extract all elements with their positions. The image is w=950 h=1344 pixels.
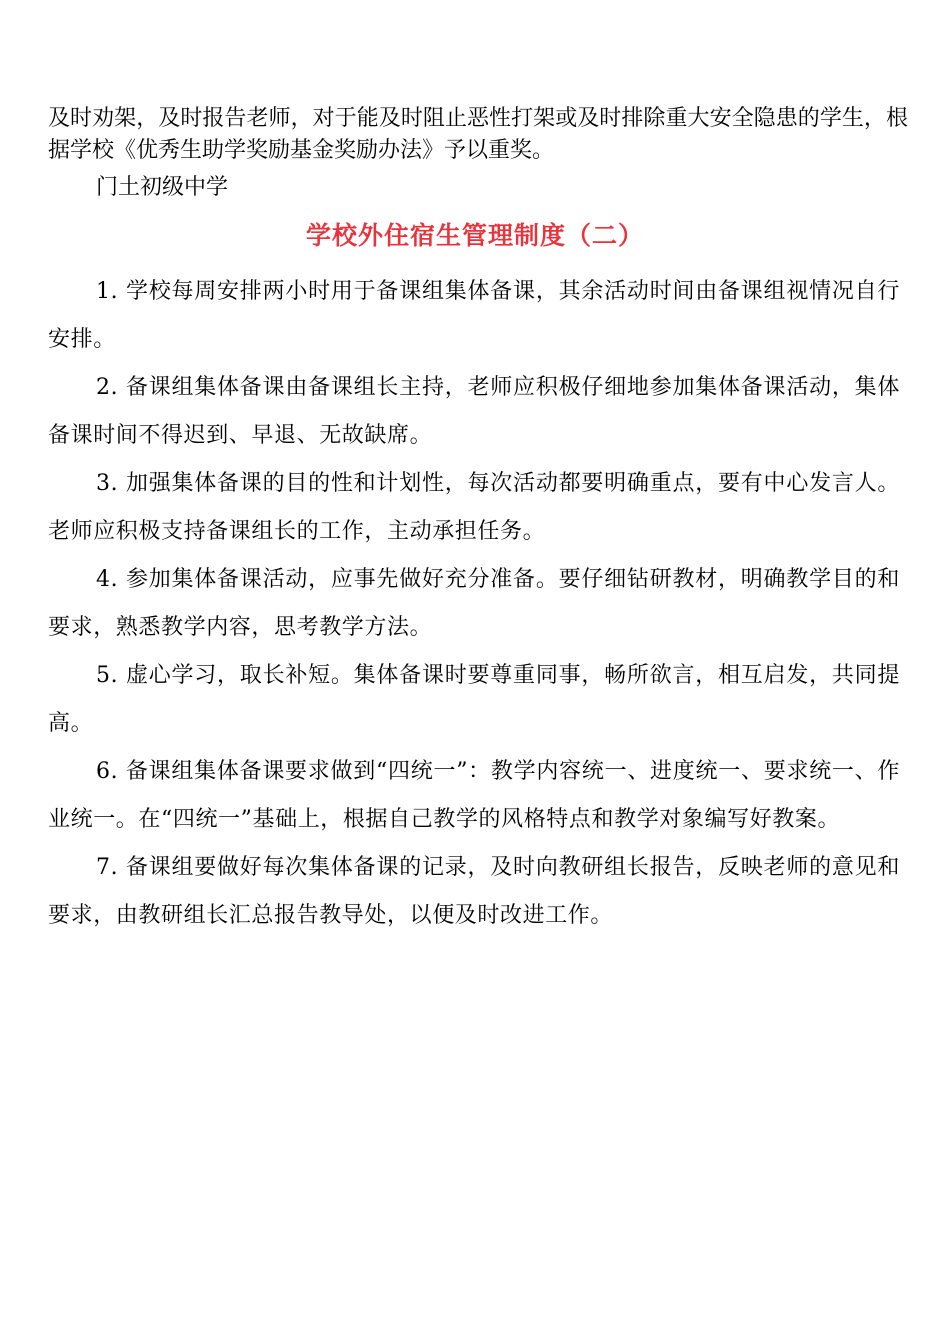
rule-item: 1. 学校每周安排两小时用于备课组集体备课，其余活动时间由备课组视情况自行安排。 (48, 279, 900, 352)
rule-item: 2. 备课组集体备课由备课组长主持，老师应积极仔细地参加集体备课活动，集体备课时间不得迟到、早退、无故缺席。 (48, 375, 900, 448)
rules-list (48, 268, 900, 940)
document-title: 学校外住宿生管理制度（二） (305, 221, 644, 250)
rule-item: 7. 备课组要做好每次集体备课的记录，及时向教研组长报告，反映老师的意见和要求，由教研组长汇总报告教导处，以便及时改进工作。 (48, 855, 900, 928)
lead-paragraph: 及时劝架，及时报告老师，对于能及时阻止恶性打架或及时排除重大安全隐患的学生，根据学校《优秀生助学奖励基金奖励办法》予以重奖。 (48, 106, 908, 163)
rule-item: 3. 加强集体备课的目的性和计划性，每次活动都要明确重点，要有中心发言人。老师应积极支持备课组长的工作，主动承担任务。 (48, 471, 900, 544)
rule-item: 5. 虚心学习，取长补短。集体备课时要尊重同事，畅所欲言，相互启发，共同提高。 (48, 663, 900, 736)
school-name: 门土初级中学 (96, 175, 229, 200)
rule-item: 4. 参加集体备课活动，应事先做好充分准备。要仔细钻研教材，明确教学目的和要求，熟悉教学内容，思考教学方法。 (48, 567, 900, 640)
rule-item: 6. 备课组集体备课要求做到“四统一”：教学内容统一、进度统一、要求统一、作业统一。在“四统一”基础上，根据自己教学的风格特点和教学对象编写好教案。 (48, 759, 900, 832)
